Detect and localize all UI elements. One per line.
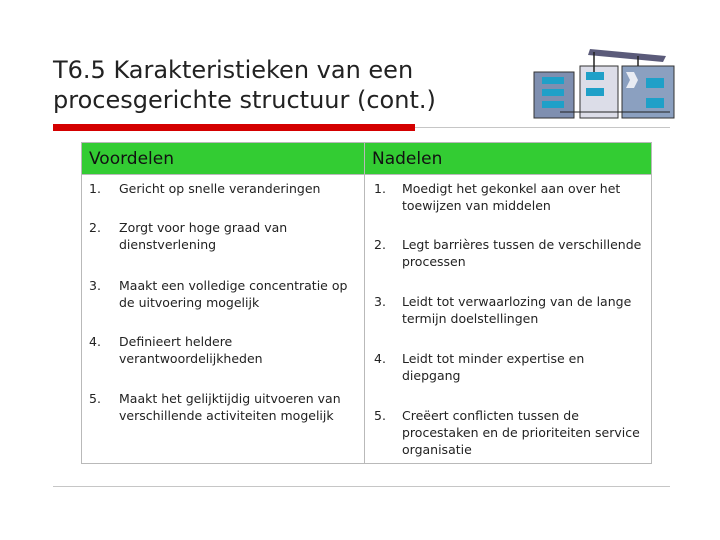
list-text: Creëert conflicten tussen de procestaken en de prioriteiten service organisatie <box>402 408 640 457</box>
slide-title <box>53 55 513 115</box>
list-text: Leidt tot minder expertise en diepgang <box>402 351 585 383</box>
header-nadelen-label: Nadelen <box>372 149 443 169</box>
header-voordelen <box>82 143 365 175</box>
slide-title-line-2: procesgerichte structuur (cont.) <box>53 86 436 114</box>
list-number: 2. <box>374 237 386 252</box>
list-text: Zorgt voor hoge graad van dienstverlening <box>119 220 288 252</box>
list-text: Legt barrières tussen de verschillende processen <box>402 237 642 269</box>
slide-title-line-1: T6.5 Karakteristieken van een <box>53 56 414 84</box>
process-diagram-icon <box>530 44 680 120</box>
list-number: 1. <box>89 181 101 196</box>
footer-divider-line <box>53 486 670 487</box>
list-number: 4. <box>374 351 386 366</box>
list-number: 5. <box>89 391 101 406</box>
list-text: Moedigt het gekonkel aan over het toewijzen van middelen <box>402 181 621 213</box>
list-text: Leidt tot verwaarlozing van de lange termijn doelstellingen <box>402 294 632 326</box>
list-text: Definieert heldere verantwoordelijkheden <box>119 334 263 366</box>
header-voordelen-label: Voordelen <box>89 149 175 169</box>
list-text: Maakt het gelijktijdig uitvoeren van verschillende activiteiten mogelijk <box>119 391 341 423</box>
list-number: 1. <box>374 181 386 196</box>
list-text: Gericht op snelle veranderingen <box>119 181 321 196</box>
list-number: 5. <box>374 408 386 423</box>
title-divider-line <box>415 127 670 128</box>
title-accent-bar <box>53 124 415 131</box>
list-number: 3. <box>374 294 386 309</box>
column-divider <box>364 174 365 463</box>
header-nadelen <box>365 143 651 175</box>
list-number: 2. <box>89 220 101 235</box>
list-number: 4. <box>89 334 101 349</box>
characteristics-table <box>81 142 652 464</box>
list-text: Maakt een volledige concentratie op de uitvoering mogelijk <box>119 278 348 310</box>
list-number: 3. <box>89 278 101 293</box>
